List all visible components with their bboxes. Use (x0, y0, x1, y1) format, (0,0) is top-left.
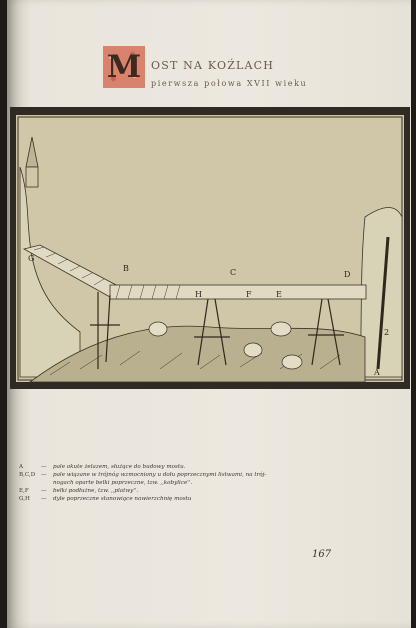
page-subtitle: pierwsza połowa XVII wieku (151, 79, 308, 88)
legend-key: A (19, 464, 24, 470)
chapter-header (103, 46, 403, 92)
label-b: B (123, 264, 129, 273)
engraving-figure (10, 107, 410, 389)
label-c: C (230, 268, 237, 277)
legend-dash: — (41, 472, 47, 478)
legend-key: E,F (19, 488, 29, 494)
legend-dash: — (41, 496, 47, 502)
initial-letter: M (106, 48, 142, 85)
label-d: D (344, 270, 351, 279)
label-f: F (246, 290, 252, 299)
bridge-illustration (10, 107, 410, 389)
label-a: A (374, 368, 380, 377)
legend-desc: belki podłużne, tzw. ,,platwy''. (53, 488, 139, 494)
legend-row (19, 495, 319, 503)
legend-dash: — (41, 464, 47, 470)
label-g: G (28, 254, 35, 263)
decorated-initial (103, 46, 145, 88)
legend-key: G,H (19, 496, 30, 502)
legend-row (19, 487, 319, 495)
legend-dash: — (41, 488, 47, 494)
legend-desc: pale wiązane w trójnóg wzmocniony u dołu poprzecznymi listwami, na trój- (53, 472, 267, 478)
label-h: H (195, 290, 202, 299)
legend-key (19, 479, 41, 487)
bridge-deck (110, 285, 366, 299)
book-page (7, 0, 411, 628)
legend-desc: nogach oparte belki poprzeczne, tzw. ,,kobylice''. (53, 480, 193, 486)
tower-body (26, 167, 38, 187)
legend-row (19, 479, 319, 487)
label-2: 2 (384, 328, 390, 337)
legend-row (19, 471, 319, 479)
page-title: OST NA KOŹLACH (151, 59, 275, 72)
legend-desc: pale okute żelazem, służące do budowy mostu. (53, 464, 186, 470)
label-e: E (276, 290, 282, 299)
figure-legend (19, 463, 319, 503)
legend-desc: dyle poprzeczne stanowiące nawierzchnię mostu (53, 496, 192, 502)
page-number: 167 (312, 549, 332, 560)
legend-row (19, 463, 319, 471)
legend-key: B,C,D (19, 472, 36, 478)
legend-dash-empty (41, 479, 53, 487)
